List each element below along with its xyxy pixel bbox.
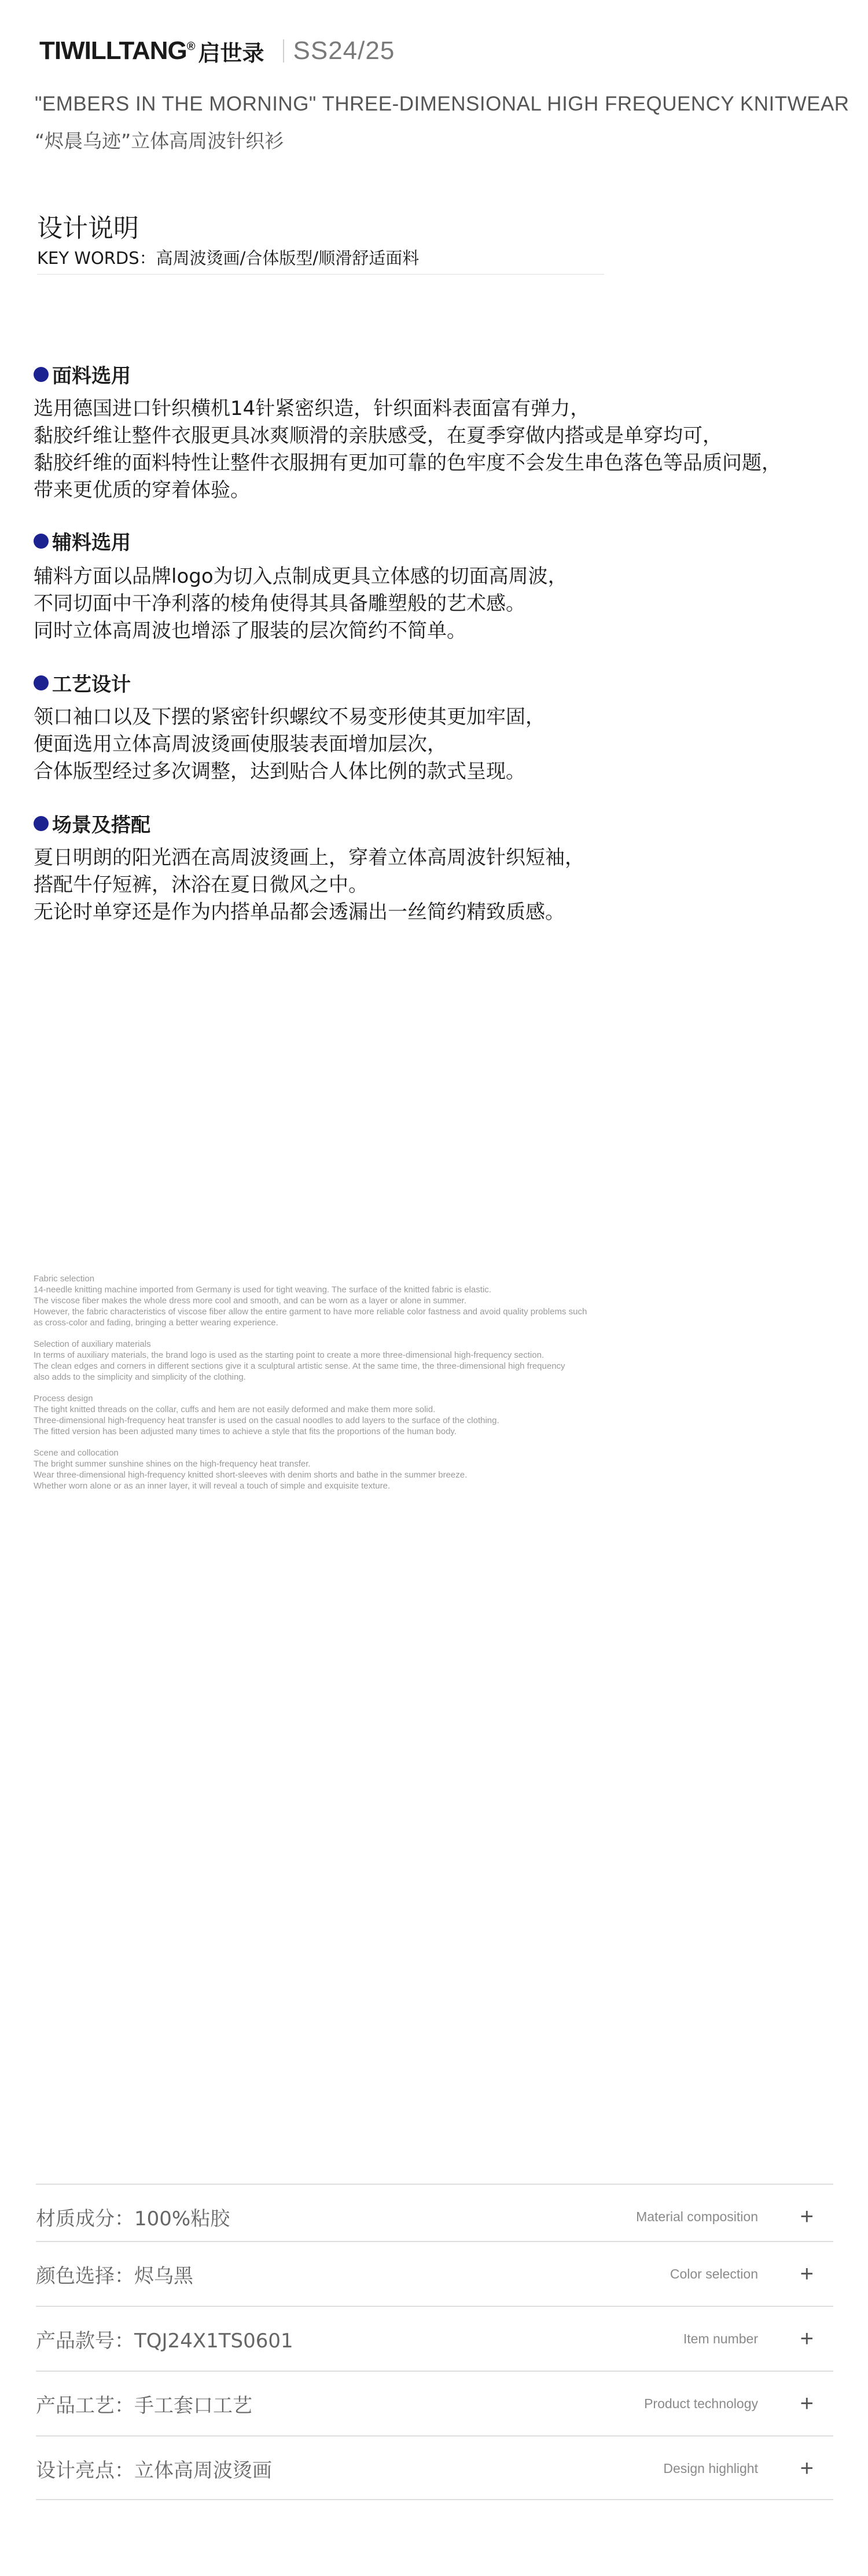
spec-label: 产品工艺：手工套口工艺: [36, 2394, 252, 2417]
plus-icon[interactable]: +: [800, 2204, 814, 2229]
note-line: Fabric selection: [34, 1274, 95, 1284]
note-fabric: [34, 1273, 786, 1328]
body-line: 不同切面中干净利落的棱角使得其具备雕塑般的艺术感。: [34, 592, 525, 615]
section-body: [34, 563, 568, 645]
note-line: The fitted version has been adjusted many times to achieve a style that fits the proportions of the human body.: [34, 1427, 457, 1436]
body-line: 搭配牛仔短裤，沐浴在夏日微风之中。: [34, 873, 368, 896]
note-line: The clean edges and corners in different sections give it a sculptural artistic sense. At the same time, the three-dimensional high frequency: [34, 1361, 565, 1371]
body-line: 同时立体高周波也增添了服装的层次简约不简单。: [34, 619, 466, 642]
note-line: However, the fabric characteristics of viscose fiber allow the entire garment to have more reliable color fastness and avoid quality problems such: [34, 1307, 587, 1317]
spec-row-technology[interactable]: [36, 2371, 833, 2435]
brand-cn-name: 启世录: [198, 40, 264, 66]
product-title-cn: “烬晨乌迹”立体高周波针织衫: [35, 130, 284, 152]
body-line: 黏胶纤维让整件衣服更具冰爽顺滑的亲肤感受，在夏季穿做内搭或是单穿均可，: [34, 424, 722, 447]
note-process: [34, 1393, 786, 1437]
body-line: 无论时单穿还是作为内搭单品都会透漏出一丝简约精致质感。: [34, 901, 565, 924]
body-line: 领口袖口以及下摆的紧密针织螺纹不易变形使其更加牢固，: [34, 705, 545, 729]
body-line: 便面选用立体高周波烫画使服装表面增加层次，: [34, 733, 447, 756]
plus-icon[interactable]: +: [800, 2456, 814, 2481]
section-body: [34, 704, 545, 785]
brand-logo: TIWILLTANG®: [39, 36, 195, 65]
note-line: as cross-color and fading, bringing a better wearing experience.: [34, 1318, 278, 1328]
note-line: Three-dimensional high-frequency heat transfer is used on the casual noodles to add layers to the surface of the clothing.: [34, 1416, 499, 1425]
product-title-en: "EMBERS IN THE MORNING" THREE-DIMENSIONAL HIGH FREQUENCY KNITWEAR: [35, 93, 849, 115]
note-line: The viscose fiber makes the whole dress more cool and smooth, and can be worn as a layer or alone in summer.: [34, 1296, 466, 1306]
spec-label: 设计亮点：立体高周波烫画: [36, 2459, 272, 2482]
spec-label: 产品款号：TQJ24X1TS0601: [36, 2329, 293, 2353]
design-description-title: 设计说明: [37, 214, 139, 243]
key-words: KEY WORDS：高周波烫画/合体版型/顺滑舒适面料: [37, 245, 604, 275]
note-line: The bright summer sunshine shines on the high-frequency heat transfer.: [34, 1459, 311, 1469]
section-process: [34, 668, 545, 785]
section-auxiliary: [34, 527, 568, 645]
section-body: [34, 395, 781, 504]
note-auxiliary: [34, 1339, 786, 1383]
bullet-dot-icon: [34, 675, 49, 690]
spec-label-en: Color selection: [670, 2266, 758, 2281]
note-line: In terms of auxiliary materials, the brand logo is used as the starting point to create a more three-dimensional high-frequency section.: [34, 1350, 545, 1360]
note-line: Process design: [34, 1394, 93, 1403]
spec-label-en: Design highlight: [663, 2460, 758, 2476]
body-line: 黏胶纤维的面料特性让整件衣服拥有更加可靠的色牢度不会发生串色落色等品质问题，: [34, 451, 781, 475]
note-line: 14-needle knitting machine imported from Germany is used for tight weaving. The surface of the knitted fabric is elastic.: [34, 1285, 491, 1295]
season-label: SS24/25: [283, 39, 395, 63]
spec-label-en: Product technology: [644, 2395, 758, 2411]
body-line: 带来更优质的穿着体验。: [34, 479, 250, 502]
section-heading: 面料选用: [34, 360, 781, 388]
bullet-dot-icon: [34, 816, 49, 831]
spec-row-highlight[interactable]: [36, 2435, 833, 2500]
plus-icon[interactable]: +: [800, 2391, 814, 2416]
note-scene: [34, 1447, 786, 1491]
note-line: Wear three-dimensional high-frequency knitted short-sleeves with denim shorts and bathe in the summer breeze.: [34, 1470, 468, 1480]
spec-divider: [36, 2499, 833, 2500]
registered-mark: ®: [186, 40, 195, 53]
note-line: Scene and collocation: [34, 1448, 119, 1458]
section-fabric: [34, 360, 781, 504]
english-notes: [34, 1273, 786, 1502]
note-line: The tight knitted threads on the collar, cuffs and hem are not easily deformed and make them more solid.: [34, 1405, 436, 1414]
spec-label: 材质成分：100%粘胶: [36, 2207, 230, 2230]
spec-row-color[interactable]: [36, 2241, 833, 2306]
spec-label: 颜色选择：烬乌黑: [36, 2264, 193, 2288]
section-body: [34, 844, 584, 926]
spec-row-item-number[interactable]: [36, 2306, 833, 2371]
body-line: 辅料方面以品牌logo为切入点制成更具立体感的切面高周波，: [34, 565, 568, 588]
body-line: 合体版型经过多次调整，达到贴合人体比例的款式呈现。: [34, 760, 525, 783]
spec-label-en: Material composition: [636, 2208, 758, 2224]
bullet-dot-icon: [34, 534, 49, 549]
body-line: 夏日明朗的阳光洒在高周波烫画上，穿着立体高周波针织短袖，: [34, 846, 584, 869]
note-line: also adds to the simplicity and simplicity of the clothing.: [34, 1372, 246, 1382]
spec-label-en: Item number: [683, 2331, 758, 2346]
note-line: Selection of auxiliary materials: [34, 1339, 151, 1349]
note-line: Whether worn alone or as an inner layer, it will reveal a touch of simple and exquisite texture.: [34, 1481, 391, 1491]
body-line: 选用德国进口针织横机14针紧密织造，针织面料表面富有弹力，: [34, 397, 590, 420]
plus-icon[interactable]: +: [800, 2326, 814, 2351]
brand-header: [39, 34, 395, 68]
section-scene: [34, 809, 584, 926]
bullet-dot-icon: [34, 367, 49, 382]
section-heading: 场景及搭配: [34, 809, 584, 837]
spec-row-material[interactable]: [36, 2184, 833, 2248]
plus-icon[interactable]: +: [800, 2261, 814, 2287]
section-heading: 工艺设计: [34, 668, 545, 697]
section-heading: 辅料选用: [34, 527, 568, 555]
